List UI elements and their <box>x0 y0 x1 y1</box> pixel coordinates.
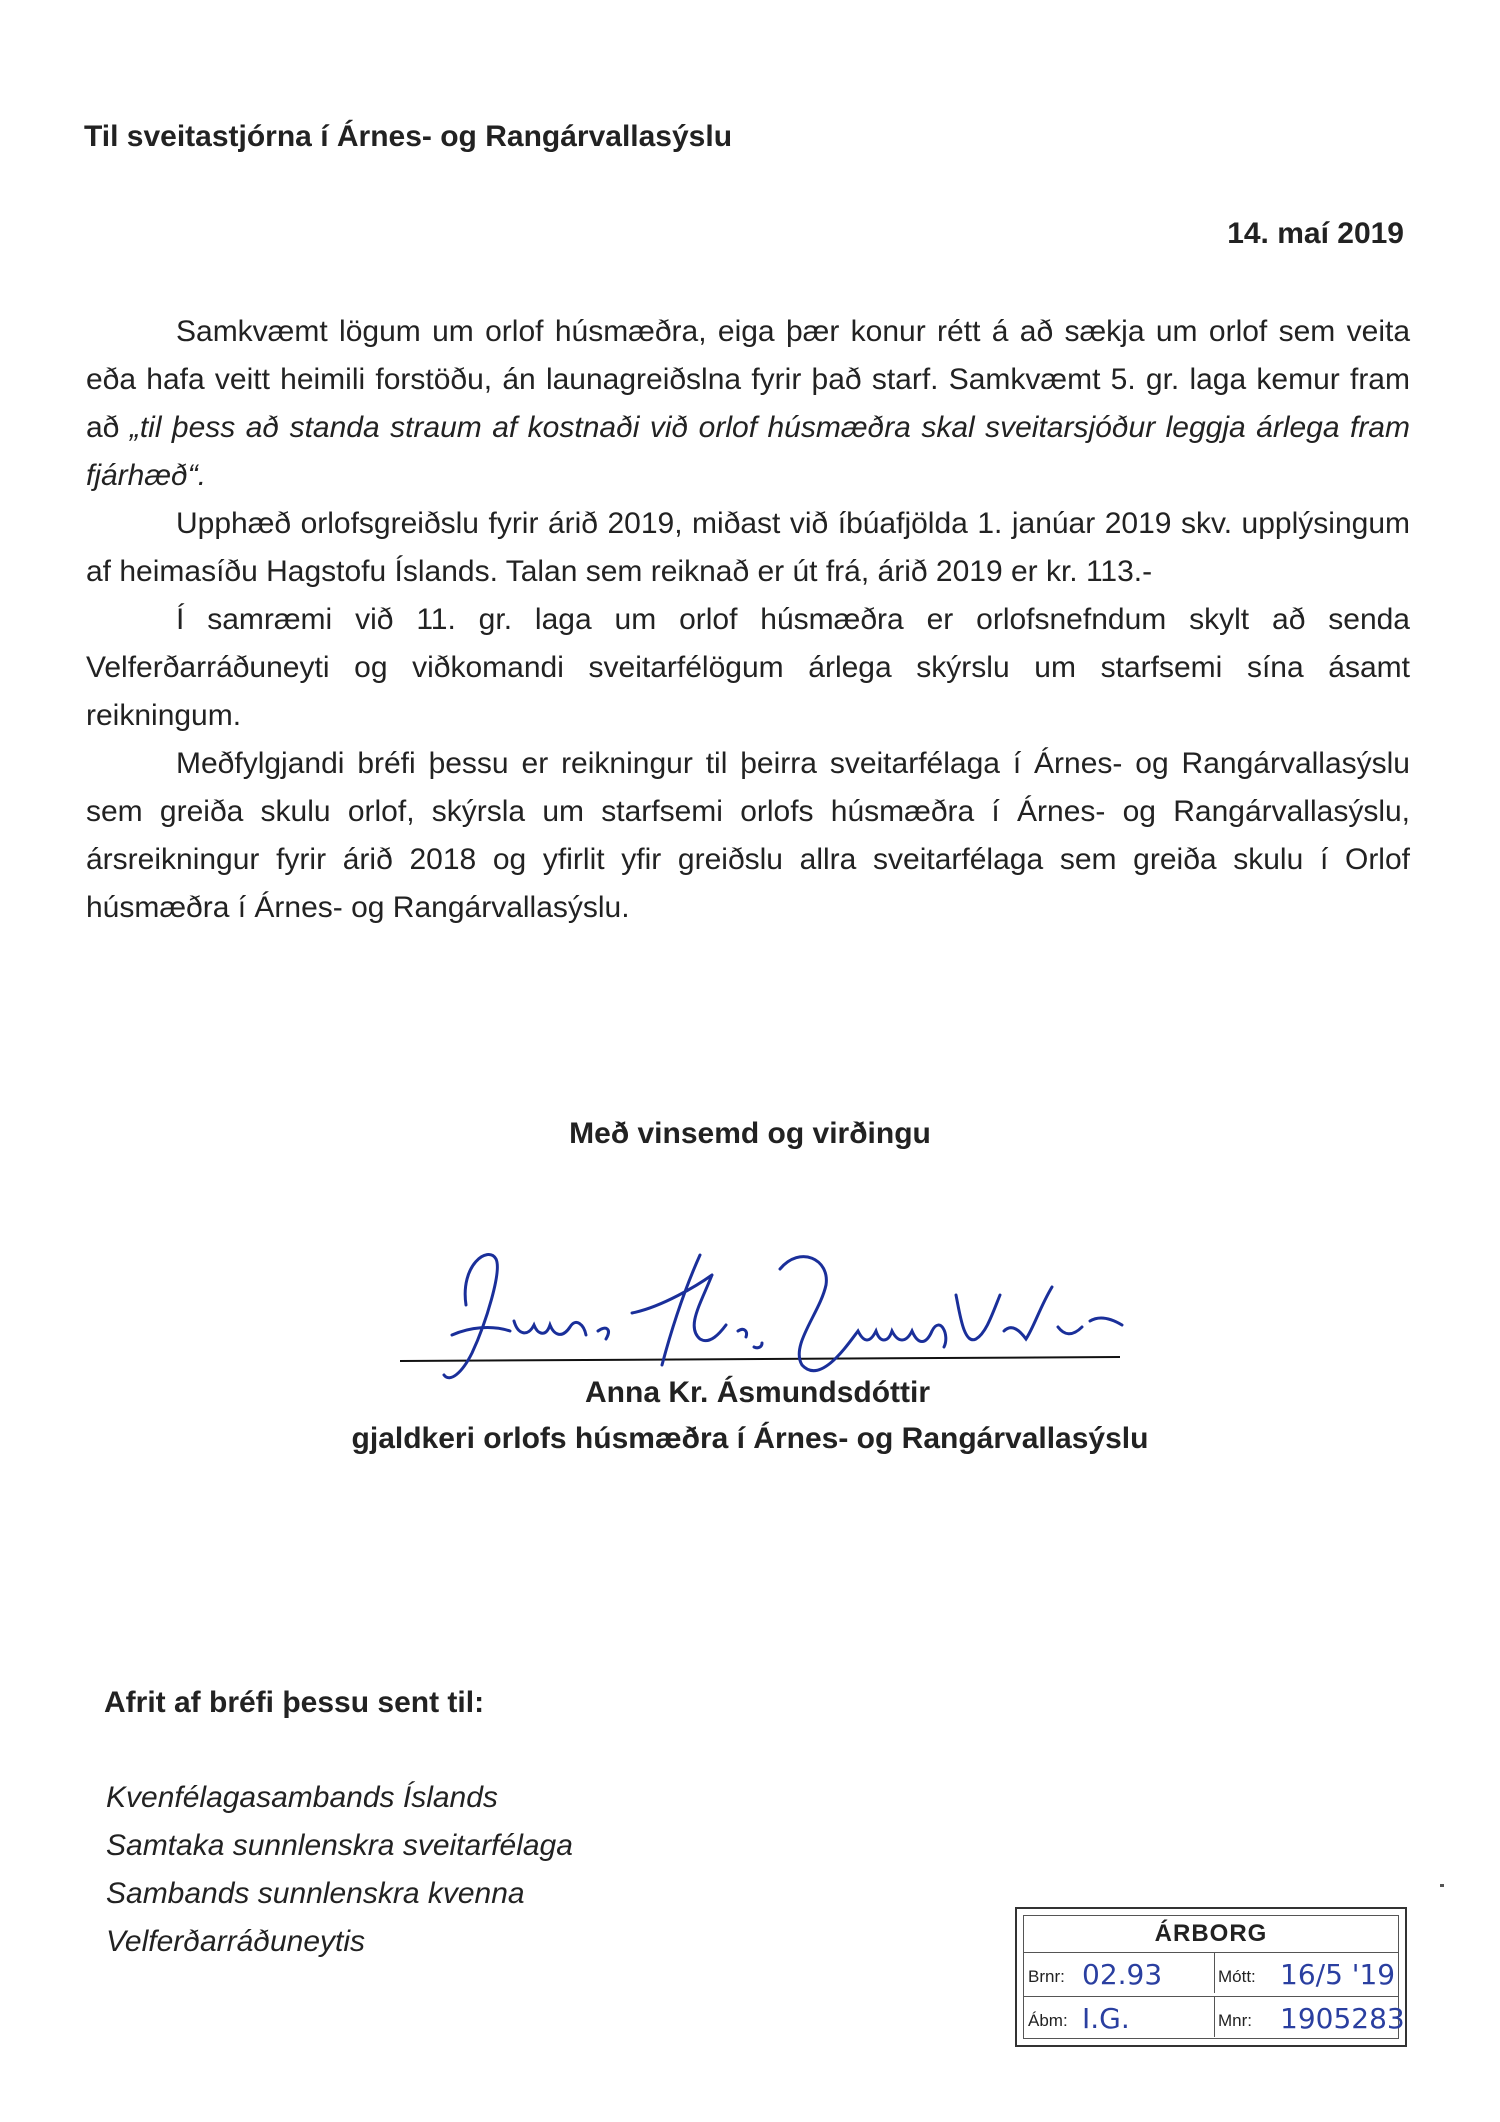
stamp-frame <box>1023 1915 1405 2039</box>
stamp-cell-mnr <box>1214 1997 1405 2037</box>
closing-salutation: Með vinsemd og virðingu <box>569 1117 931 1150</box>
paragraph-3: Í samræmi við 11. gr. laga um orlof húsmæðra er orlofsnefndum skylt að senda Velferðarráðuneyti og viðkomandi sveitarfélögum árlega skýrslu um starfsemi sína ásamt reikningum. <box>86 603 1410 732</box>
letter-date: 14. maí 2019 <box>1227 217 1404 250</box>
stamp-abm-value: I.G. <box>1082 2002 1130 2035</box>
stamp-mnr-value: 1905283 <box>1280 2002 1405 2035</box>
stamp-mnr-label: Mnr: <box>1218 2011 1252 2030</box>
stamp-brnr-value: 02.93 <box>1082 1958 1163 1991</box>
paragraph-2: Upphæð orlofsgreiðslu fyrir árið 2019, miðast við íbúafjölda 1. janúar 2019 skv. upplýsingum af heimasíðu Hagstofu Íslands. Talan sem reiknað er út frá, árið 2019 er kr. 113.- <box>86 507 1410 588</box>
recipient-line: Til sveitastjórna í Árnes- og Rangárvallasýslu <box>84 120 733 153</box>
law-quote: „til þess að standa straum af kostnaði við orlof húsmæðra skal sveitarsjóður leggja árlega fram fjárhæð“. <box>86 411 1410 492</box>
copy-recipient: Samtaka sunnlenskra sveitarfélaga <box>106 1829 573 1862</box>
copy-recipient: Sambands sunnlenskra kvenna <box>106 1877 525 1910</box>
stamp-cell-mott <box>1214 1953 1398 1993</box>
received-stamp <box>1015 1907 1407 2047</box>
stamp-mott-value: 16/5 '19 <box>1280 1958 1396 1991</box>
signer-title: gjaldkeri orlofs húsmæðra í Árnes- og Rangárvallasýslu <box>351 1422 1149 1455</box>
signer-name: Anna Kr. Ásmundsdóttir <box>585 1376 931 1409</box>
copy-recipient: Kvenfélagasambands Íslands <box>106 1781 498 1814</box>
copies-list <box>106 1774 573 1966</box>
handwritten-signature <box>400 1235 1130 1395</box>
paragraph-1-text: Samkvæmt lögum um orlof húsmæðra, eiga þær konur rétt á að sækja um orlof sem veita eða hafa veitt heimili forstöðu, án launagreiðslna fyrir það starf. Samkvæmt 5. gr. laga kemur fram að <box>86 315 1410 444</box>
stamp-brnr-label: Brnr: <box>1028 1967 1065 1986</box>
stamp-title: ÁRBORG <box>1154 1920 1268 1947</box>
paragraph-1 <box>86 308 1410 500</box>
copy-recipient: Velferðarráðuneytis <box>106 1925 366 1958</box>
stray-mark <box>1440 1884 1444 1887</box>
stamp-cell-brnr <box>1024 1953 1215 1993</box>
stamp-row-2 <box>1024 1996 1405 2037</box>
copies-heading: Afrit af bréfi þessu sent til: <box>104 1686 485 1719</box>
letter-body <box>86 308 1410 932</box>
stamp-row-1 <box>1024 1952 1398 1993</box>
stamp-abm-label: Ábm: <box>1028 2011 1068 2030</box>
stamp-mott-label: Mótt: <box>1218 1967 1256 1986</box>
stamp-cell-abm <box>1024 1997 1215 2037</box>
paragraph-4: Meðfylgjandi bréfi þessu er reikningur til þeirra sveitarfélaga í Árnes- og Rangárvallasýslu sem greiða skulu orlof, skýrsla um starfsemi orlofs húsmæðra í Árnes- og Rangárvallasýslu, ársreikningur fyrir árið 2018 og yfirlit yfir greiðslu allra sveitarfélaga sem greiða skulu í Orlof húsmæðra í Árnes- og Rangárvallasýslu. <box>86 747 1410 924</box>
